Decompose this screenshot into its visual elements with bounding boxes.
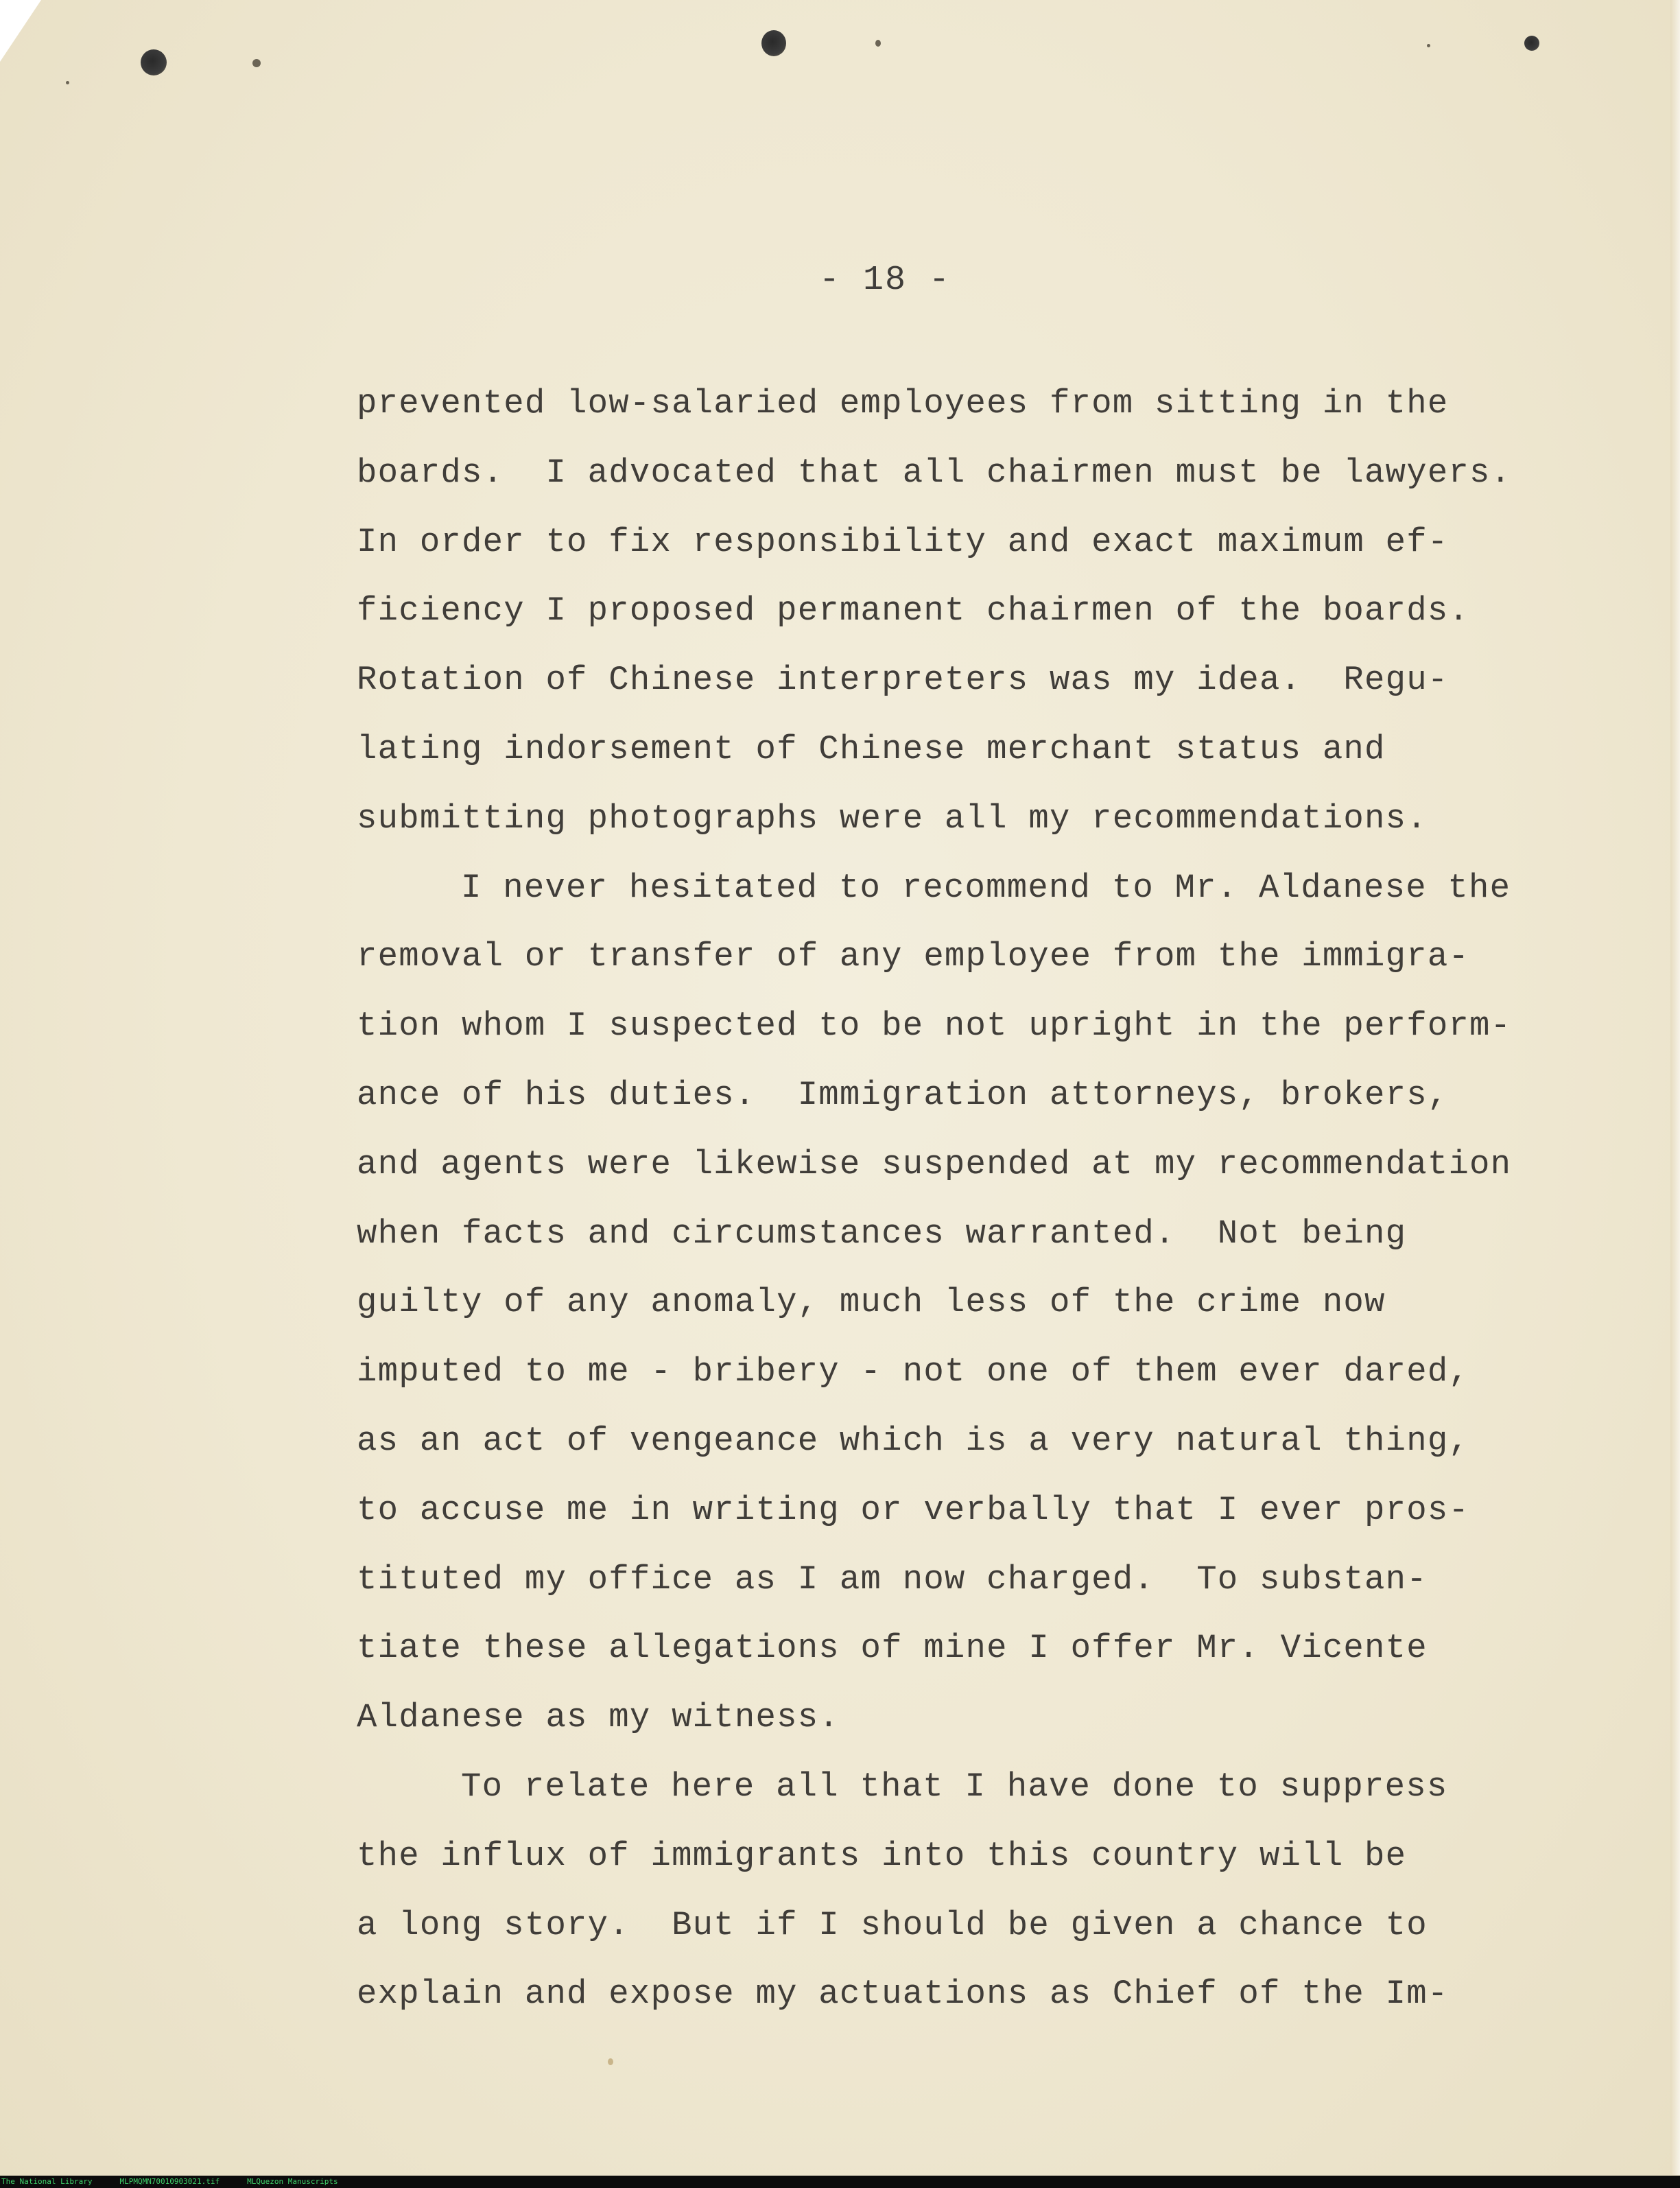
torn-corner [0,0,41,62]
punch-hole-center [761,30,786,56]
text-line: and agents were likewise suspended at my recommendation [357,1144,1512,1184]
footer-file: MLPMQMN70010903021.tif [119,2177,220,2186]
text-line: imputed to me - bribery - not one of them ever dared, [357,1352,1470,1391]
archive-footer [0,2176,1680,2188]
dust-speck [875,40,881,47]
text-line: ance of his duties. Immigration attorneys, brokers, [357,1075,1449,1114]
text-line: explain and expose my actuations as Chief of the Im- [357,1975,1449,2014]
text-line: as an act of vengeance which is a very natural thing, [357,1421,1470,1460]
text-line: to accuse me in writing or verbally that I ever pros- [357,1490,1470,1529]
text-line: boards. I advocated that all chairmen must be lawyers. [357,453,1512,492]
text-line: To relate here all that I have done to suppress [461,1767,1448,1806]
text-line: ficiency I proposed permanent chairmen of the boards. [357,591,1470,631]
text-line: submitting photographs were all my recommendations. [357,799,1428,838]
page-number: - 18 - [818,261,951,300]
text-line: the influx of immigrants into this country will be [357,1836,1407,1875]
dust-speck [1427,44,1430,47]
typed-body-text [357,369,1564,2029]
text-line: tituted my office as I am now charged. To substan- [357,1560,1428,1599]
text-line: In order to fix responsibility and exact maximum ef- [357,522,1449,561]
dust-speck [66,81,69,84]
footer-collection: MLQuezon Manuscripts [247,2177,338,2186]
text-line: prevented low-salaried employees from sitting in the [357,384,1449,423]
text-line: a long story. But if I should be given a chance to [357,1905,1428,1944]
text-line: I never hesitated to recommend to Mr. Aldanese the [461,868,1511,907]
punch-hole-right [1524,36,1539,51]
text-line: tion whom I suspected to be not upright in the perform- [357,1007,1512,1046]
dust-speck [608,2058,613,2065]
footer-library: The National Library [1,2177,93,2186]
dust-speck [252,59,261,67]
text-line: tiate these allegations of mine I offer Mr. Vicente [357,1629,1428,1668]
text-line: lating indorsement of Chinese merchant status and [357,729,1386,768]
text-line: removal or transfer of any employee from the immigra- [357,937,1470,976]
punch-hole-left [141,49,167,75]
text-line: when facts and circumstances warranted. Not being [357,1214,1407,1253]
text-line: guilty of any anomaly, much less of the crime now [357,1283,1386,1322]
text-line: Aldanese as my witness. [357,1698,840,1737]
paper-edge [1670,0,1680,2175]
text-line: Rotation of Chinese interpreters was my idea. Regu- [357,661,1449,700]
